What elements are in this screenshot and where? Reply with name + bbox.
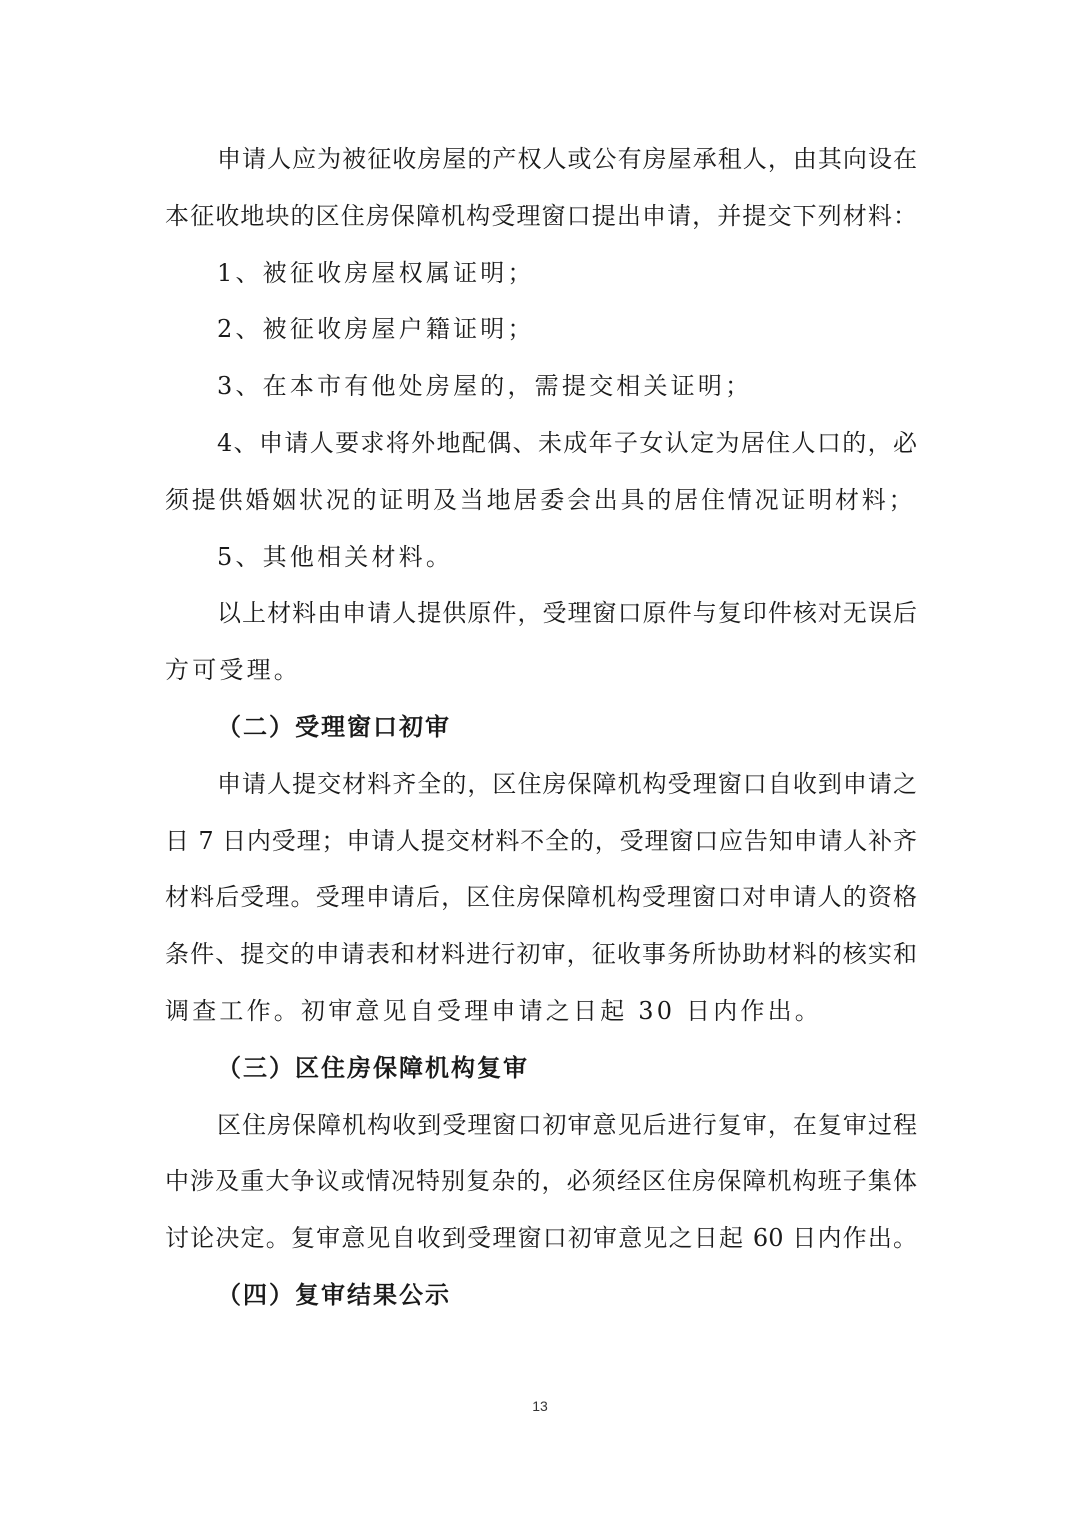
page-number: 13	[532, 1398, 548, 1414]
text-line: 申请人应为被征收房屋的产权人或公有房屋承租人，由其向设在	[217, 145, 917, 173]
text-line: 2、被征收房屋户籍证明；	[217, 315, 535, 344]
text-line: 须提供婚姻状况的证明及当地居委会出具的居住情况证明材料；	[165, 485, 916, 514]
text-line: 材料后受理。受理申请后，区住房保障机构受理窗口对申请人的资格	[165, 883, 917, 912]
section-heading: （二）受理窗口初审	[217, 712, 451, 741]
text-line: 方可受理。	[165, 656, 301, 685]
document-body	[165, 131, 917, 1324]
text-line: 1、被征收房屋权属证明；	[217, 258, 535, 287]
text-line: 区住房保障机构收到受理窗口初审意见后进行复审，在复审过程	[217, 1110, 917, 1139]
text-line: 讨论决定。复审意见自收到受理窗口初审意见之日起 60 日内作出。	[165, 1224, 917, 1253]
text-line: 日 7 日内受理；申请人提交材料不全的，受理窗口应告知申请人补齐	[165, 826, 917, 855]
text-line: 4、申请人要求将外地配偶、未成年子女认定为居住人口的，必	[217, 428, 917, 457]
text-line: 调查工作。初审意见自受理申请之日起 30 日内作出。	[165, 996, 822, 1025]
text-line: 申请人提交材料齐全的，区住房保障机构受理窗口自收到申请之	[217, 769, 917, 798]
section-heading: （四）复审结果公示	[217, 1280, 451, 1309]
text-line: 条件、提交的申请表和材料进行初审，征收事务所协助材料的核实和	[165, 940, 917, 969]
text-line: 中涉及重大争议或情况特别复杂的，必须经区住房保障机构班子集体	[165, 1167, 917, 1196]
text-line: 本征收地块的区住房保障机构受理窗口提出申请，并提交下列材料：	[165, 201, 917, 230]
section-heading: （三）区住房保障机构复审	[217, 1053, 529, 1082]
text-line: 以上材料由申请人提供原件，受理窗口原件与复印件核对无误后	[217, 599, 917, 628]
text-line: 3、在本市有他处房屋的，需提交相关证明；	[217, 372, 753, 401]
text-line: 5、其他相关材料。	[217, 542, 454, 571]
